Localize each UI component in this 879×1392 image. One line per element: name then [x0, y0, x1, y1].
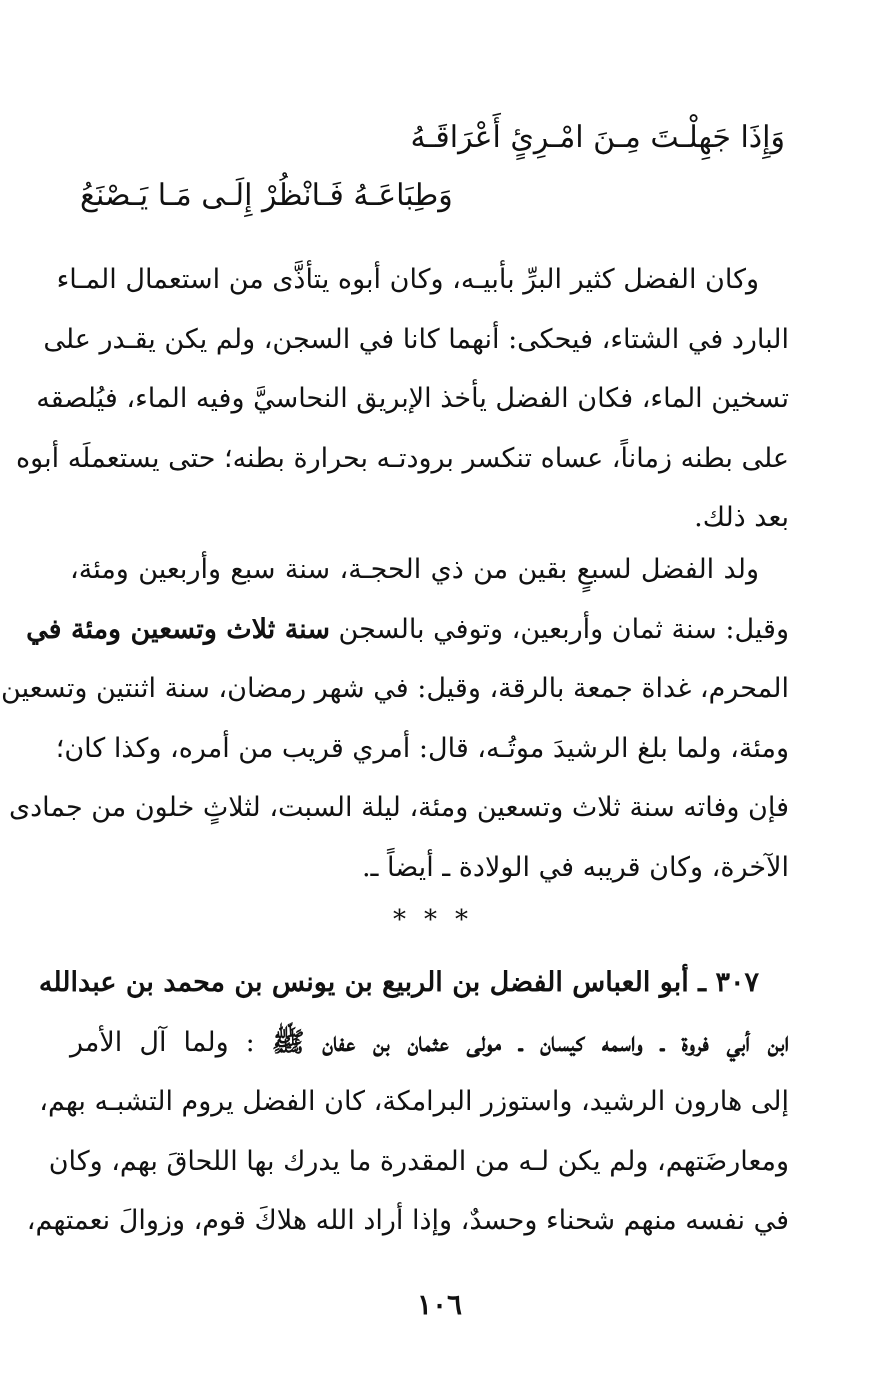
section-separator: *** — [393, 905, 486, 935]
text-line — [70, 1013, 789, 1073]
text-line: وكان الفضل كثير البرِّ بأبيـه، وكان أبوه يتأذَّى من استعمال المـاء — [56, 264, 759, 295]
text-line: فإن وفاته سنة ثلاث وتسعين ومئة، ليلة السبت، لثلاثٍ خلون من جمادى — [8, 792, 789, 823]
page-number: ١٠٦ — [416, 1288, 463, 1321]
text-line: تسخين الماء، فكان الفضل يأخذ الإبريق النحاسيَّ وفيه الماء، فيُلصقه — [36, 383, 789, 414]
paragraph-biography-entry — [26, 953, 789, 1251]
entry-heading-line — [38, 953, 789, 1013]
text-line: ولد الفضل لسبعٍ بقين من ذي الحجـة، سنة سبع وأربعين ومئة، — [70, 554, 759, 585]
poem-verse-second-hemistich: وَطِبَاعَـهُ فَـانْظُرْ إِلَـى مَـا يَـصْنَعُ — [80, 178, 453, 213]
text-line: ومئة، ولما بلغ الرشيدَ موتُـه، قال: أمري قريب من أمره، وكذا كان؛ — [55, 732, 789, 764]
text-line: إلى هارون الرشيد، واستوزر البرامكة، كان الفضل يروم التشبـه بهم، — [39, 1086, 789, 1117]
poem-verse-first-hemistich: وَإِذَا جَهِلْـتَ مِـنَ امْـرِئٍ أَعْرَاقَـهُ — [410, 120, 785, 155]
text-line: ومعارضَتهم، ولم يكن لـه من المقدرة ما يدرك بها اللحاقَ بهم، وكان — [48, 1145, 789, 1177]
bold-text-segment: سنة ثلاث وتسعين ومئة في — [26, 613, 330, 645]
text-line: في نفسه منهم شحناء وحسدٌ، وإذا أراد الله هلاكَ قوم، وزوالَ نعمتهم، — [26, 1205, 789, 1236]
text-line: الآخرة، وكان قريبه في الولادة ـ أيضاً ـ. — [361, 851, 789, 883]
text-segment: وقيل: سنة ثمان وأربعين، وتوفي بالسجن — [329, 613, 789, 645]
entry-heading: ٣٠٧ ـ أبو العباس الفضل بن الربيع بن يونس بن محمد بن عبدالله — [38, 967, 759, 998]
text-line: البارد في الشتاء، فيحكى: أنهما كانا في السجن، ولم يكن يقـدر على — [43, 323, 789, 355]
text-line: المحرم، غداة جمعة بالرقة، وقيل: في شهر رمضان، سنة اثنتين وتسعين — [1, 673, 789, 704]
text-line: على بطنه زماناً، عساه تنكسر برودتـه بحرارة بطنه؛ حتى يستعملَه أبوه — [16, 442, 789, 474]
entry-heading-continued: ابن أبي فروة ـ واسمه كيسان ـ مولى عثمان بن عفان ﷺ — [271, 1026, 789, 1058]
text-line — [26, 600, 789, 660]
paragraph-birth-death — [1, 540, 789, 897]
text-segment: : ولما آل الأمر — [70, 1026, 255, 1058]
text-line: بعد ذلك. — [694, 502, 789, 533]
paragraph-father-care — [16, 250, 789, 548]
